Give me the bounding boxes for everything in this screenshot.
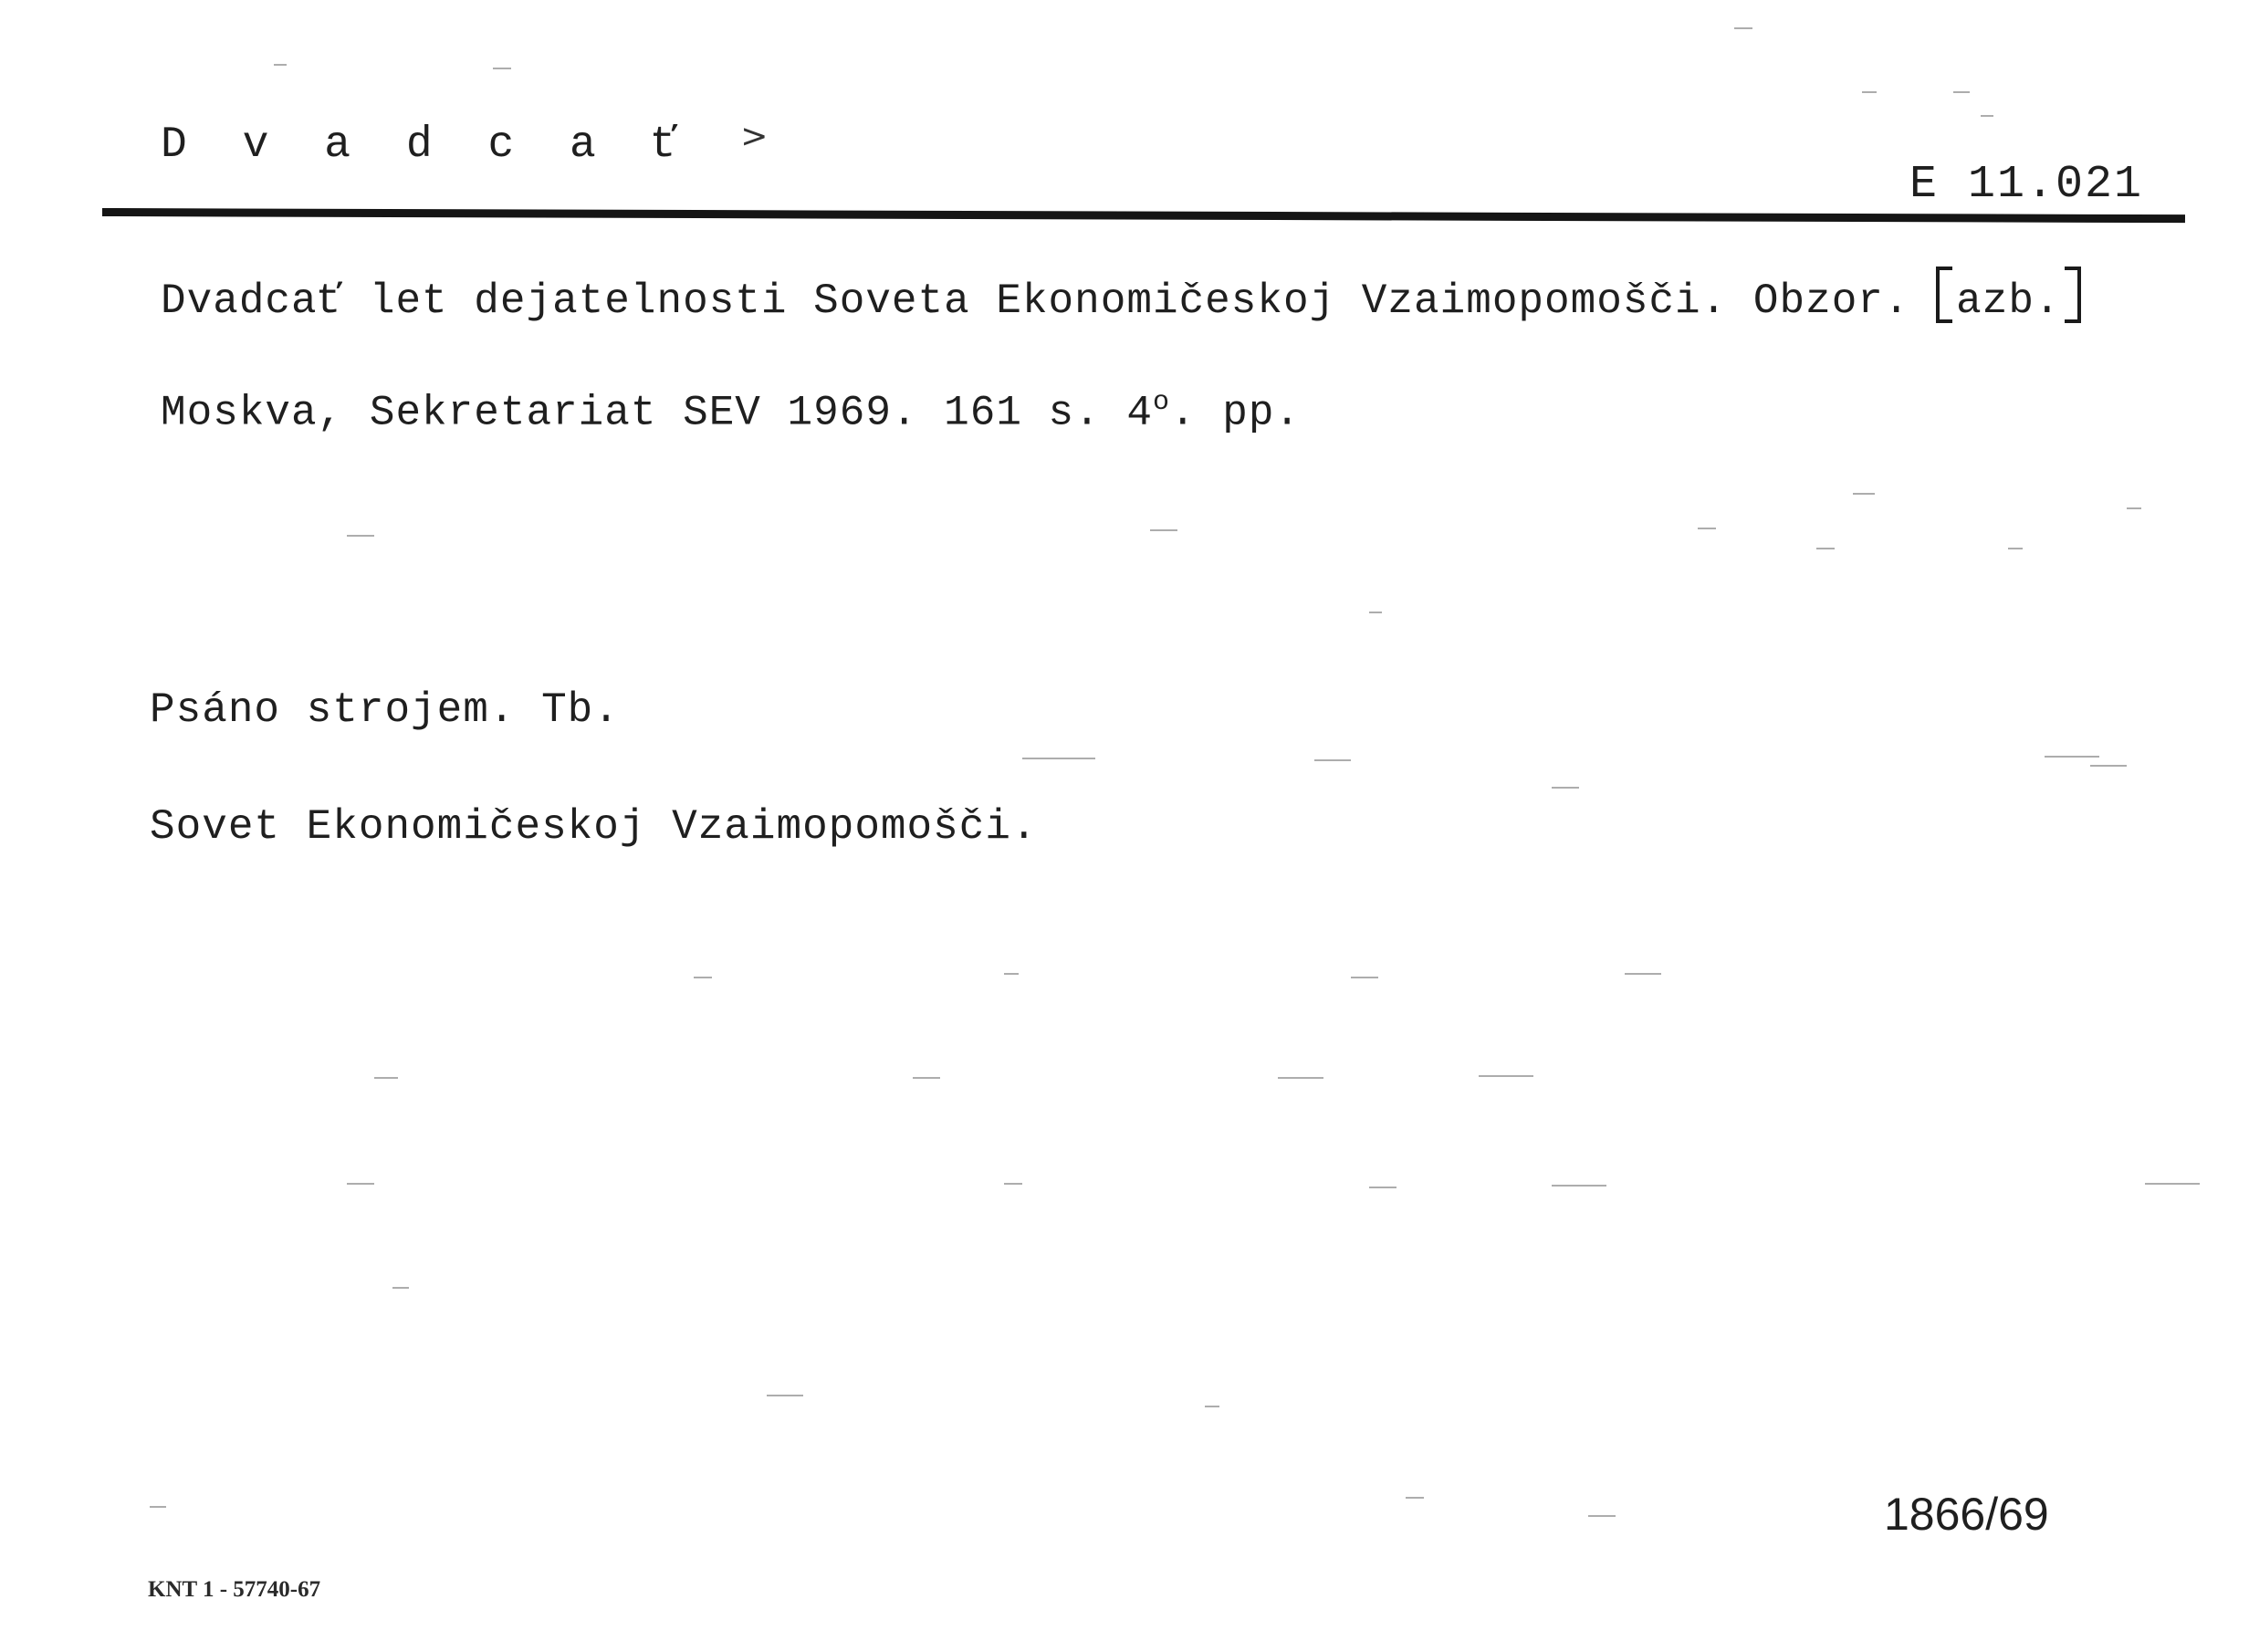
title-bracket-text: azb.: [1956, 277, 2061, 325]
heading-rule: [102, 208, 2185, 223]
title-line-1: [161, 267, 2081, 325]
call-number: E 11.021: [1909, 159, 2144, 211]
close-bracket-mark: [2065, 267, 2081, 323]
title-line-1-text: Dvadcať let dejatelnosti Soveta Ekonomičeskoj Vzaimopomošči. Obzor.: [161, 277, 1910, 325]
title-line-2-text: Moskva, Sekretariat SEV 1969. 161 s. 4: [161, 389, 1153, 437]
open-bracket-mark: [1936, 267, 1952, 323]
subject-line: Sovet Ekonomičeskoj Vzaimopomošči.: [150, 803, 1038, 851]
note-line: Psáno strojem. Tb.: [150, 686, 620, 734]
heading-mark: >: [740, 118, 783, 155]
heading-entry: [161, 118, 783, 170]
title-line-2-end: . pp.: [1170, 389, 1302, 437]
heading-text: D v a d c a ť: [161, 120, 693, 170]
title-line-2-superscript: o: [1152, 387, 1170, 418]
title-line-2: [161, 387, 1301, 436]
accession-number: 1866/69: [1884, 1489, 2049, 1540]
print-code: KNT 1 - 57740-67: [148, 1577, 321, 1602]
